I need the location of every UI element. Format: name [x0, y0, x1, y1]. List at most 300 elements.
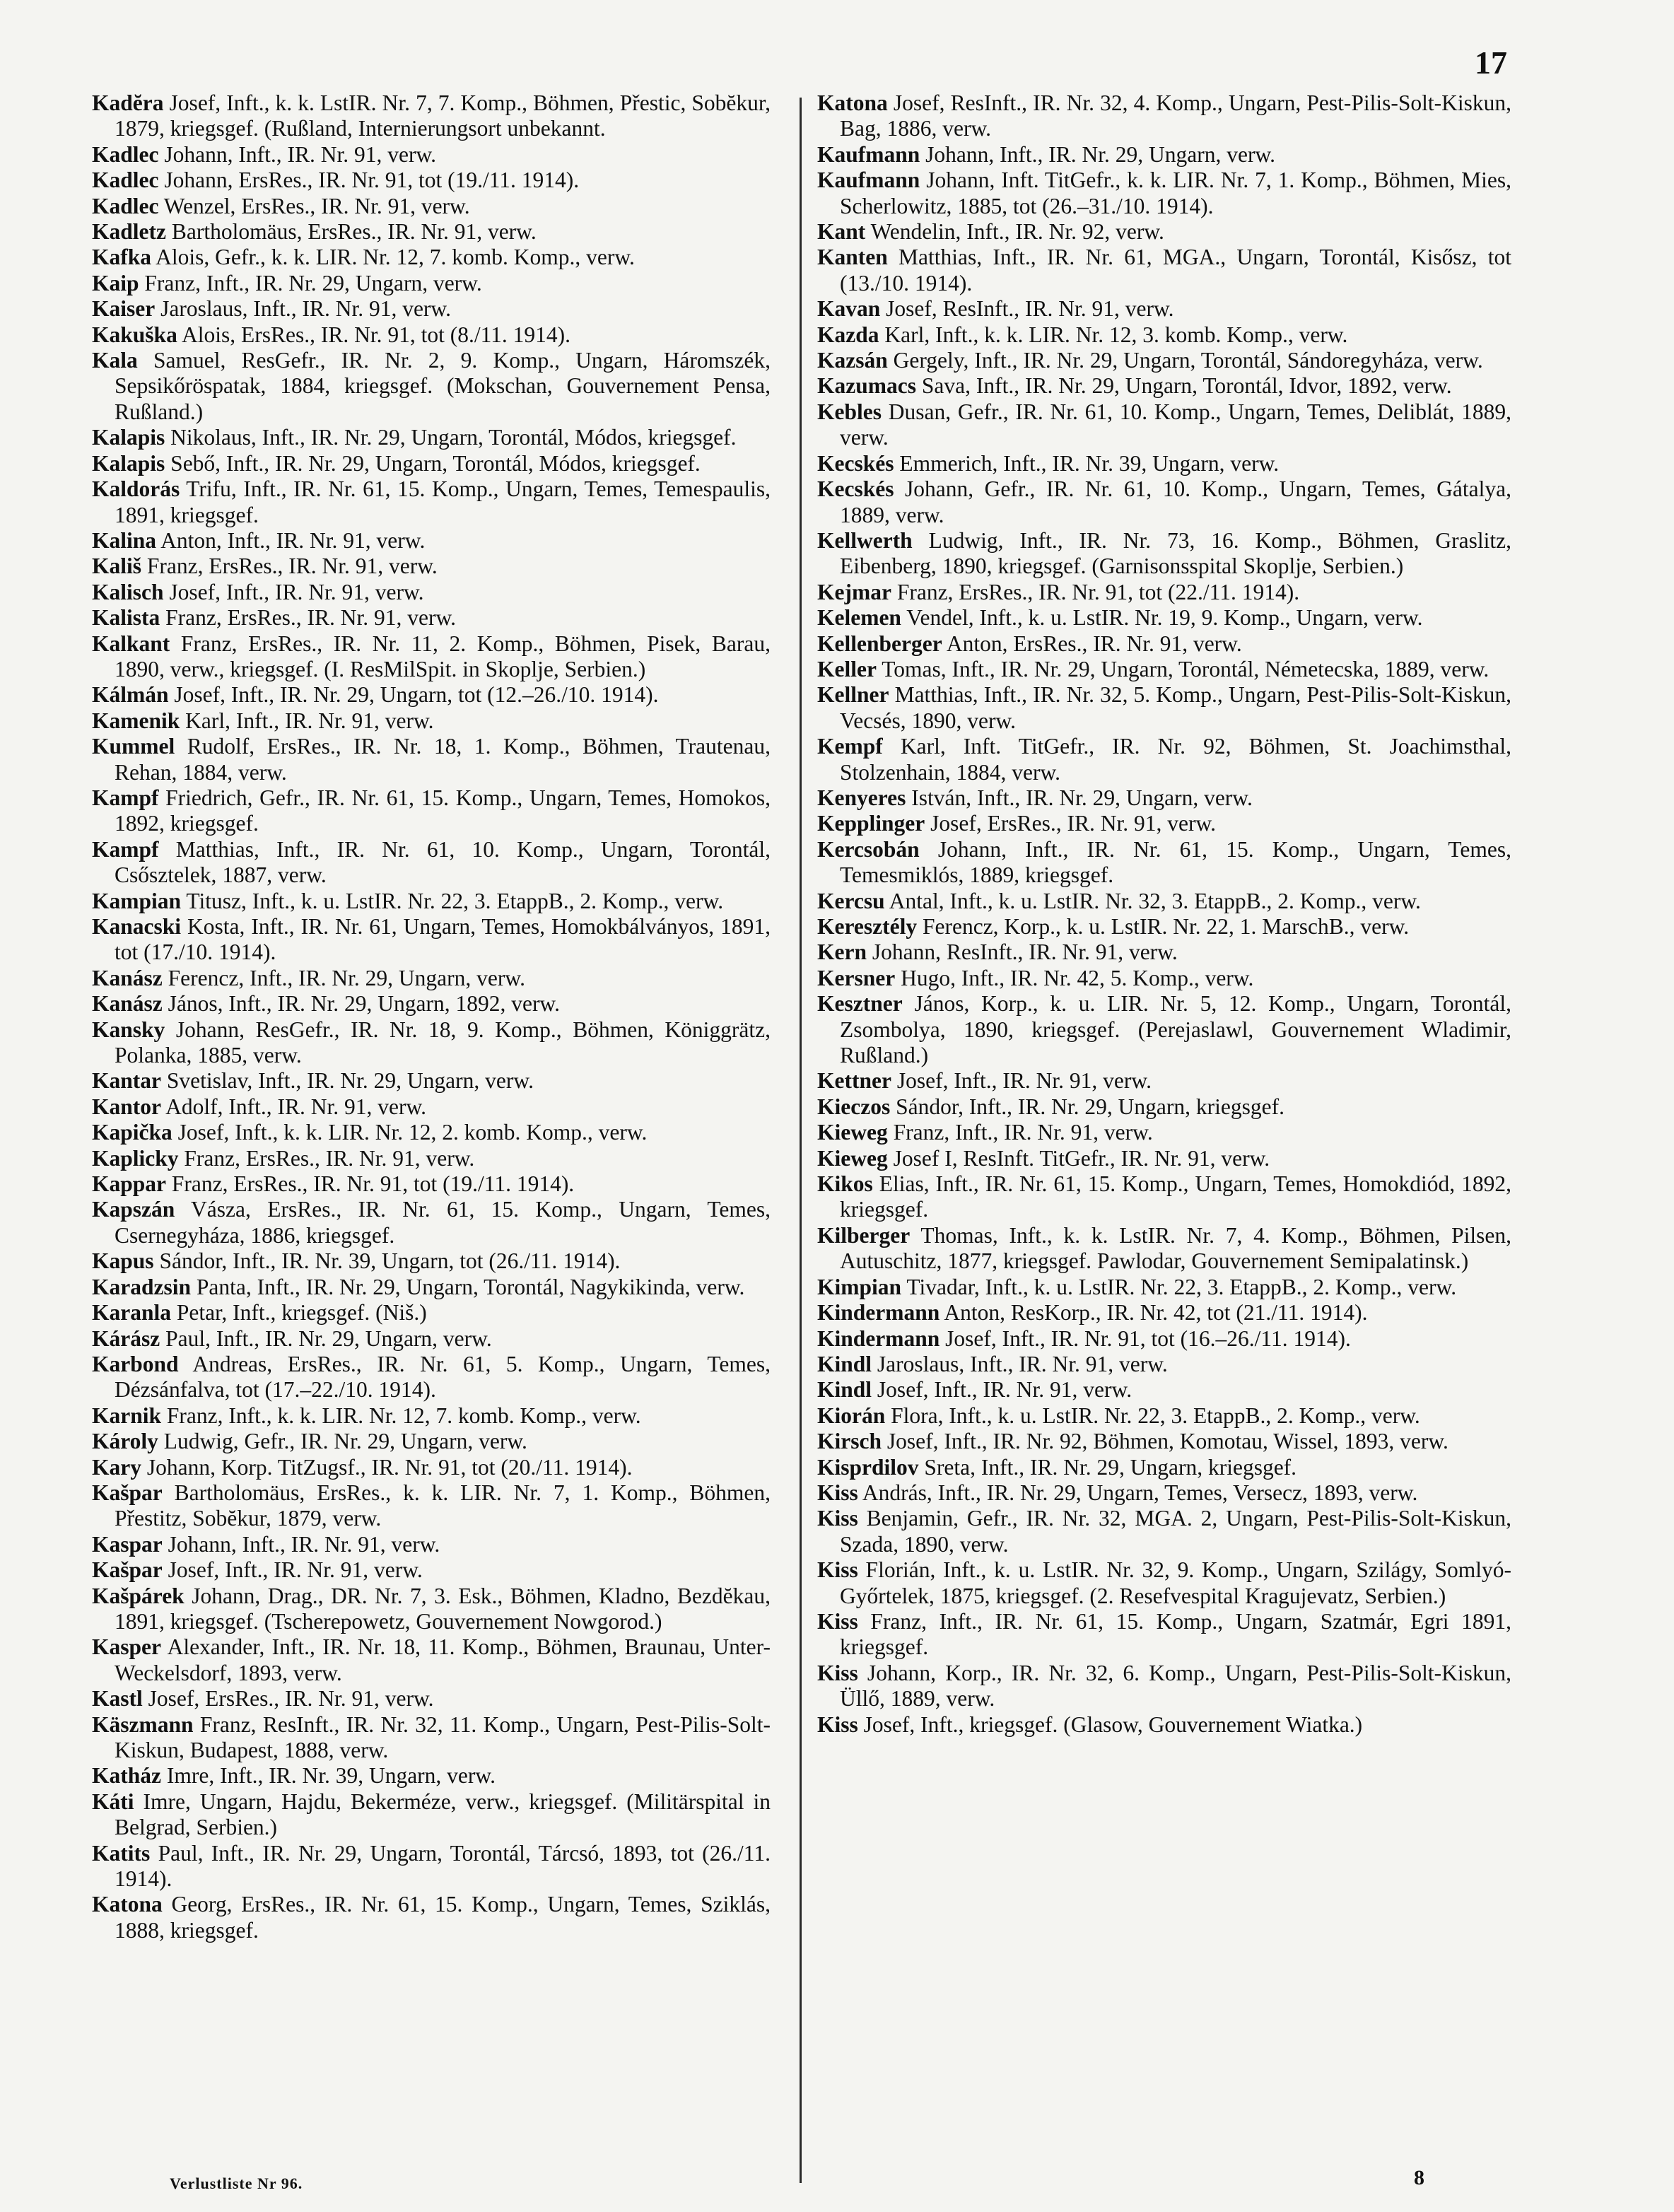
list-item — [92, 245, 771, 270]
entry-surname: Kiss — [817, 1480, 858, 1505]
entry-details: Josef, Inft., kriegsgef. (Glasow, Gouvernement Wiatka.) — [858, 1711, 1363, 1737]
list-item — [92, 1789, 771, 1841]
entry-surname: Kanász — [92, 991, 163, 1017]
list-item — [92, 1352, 771, 1403]
entry-details: Benjamin, Gefr., IR. Nr. 32, MGA. 2, Ungarn, Pest-Pilis-Solt-Kiskun, Szada, 1890, verw. — [840, 1506, 1511, 1557]
entry-surname: Kindermann — [817, 1300, 940, 1326]
list-item — [817, 889, 1511, 914]
entry-surname: Károly — [92, 1429, 158, 1454]
list-item — [92, 425, 771, 450]
entry-details: István, Inft., IR. Nr. 29, Ungarn, verw. — [906, 785, 1253, 810]
entry-surname: Kalkant — [92, 631, 170, 656]
list-item — [92, 194, 771, 219]
entry-surname: Kary — [92, 1454, 141, 1480]
entry-surname: Katház — [92, 1763, 161, 1789]
entry-surname: Kalista — [92, 605, 160, 631]
entry-details: Ludwig, Inft., IR. Nr. 73, 16. Komp., Böhmen, Graslitz, Eibenberg, 1890, kriegsgef. (Garnisonsspital Skoplje, Serbien.) — [840, 527, 1511, 579]
entry-surname: Kapszán — [92, 1197, 175, 1222]
entry-surname: Kadĕra — [92, 90, 164, 115]
entry-surname: Kettner — [817, 1068, 891, 1094]
entry-details: Rudolf, ErsRes., IR. Nr. 18, 1. Komp., Böhmen, Trautenau, Rehan, 1884, verw. — [115, 734, 771, 785]
column-divider — [800, 98, 802, 2183]
entry-surname: Kempf — [817, 734, 883, 759]
entry-surname: Kašpárek — [92, 1583, 185, 1608]
entry-surname: Kalina — [92, 527, 157, 553]
entry-details: Gergely, Inft., IR. Nr. 29, Ungarn, Torontál, Sándoregyháza, verw. — [887, 348, 1483, 373]
entry-details: Bartholomäus, ErsRes., k. k. LIR. Nr. 7, 1. Komp., Böhmen, Přestitz, Sobĕkur, 1879, verw. — [115, 1480, 771, 1531]
list-item — [92, 682, 771, 708]
entry-surname: Karbond — [92, 1351, 179, 1376]
list-item — [817, 322, 1511, 348]
list-item — [817, 1661, 1511, 1712]
entry-details: Johann, Inft., IR. Nr. 29, Ungarn, verw. — [920, 141, 1276, 167]
list-item — [92, 1017, 771, 1069]
entry-details: Emmerich, Inft., IR. Nr. 39, Ungarn, verw. — [894, 450, 1280, 476]
entry-details: Dusan, Gefr., IR. Nr. 61, 10. Komp., Ungarn, Temes, Deliblát, 1889, verw. — [840, 399, 1511, 450]
list-item — [92, 580, 771, 605]
footer-issue-label: Verlustliste Nr 96. — [170, 2175, 303, 2192]
entry-surname: Kiorán — [817, 1403, 886, 1428]
entry-details: Adolf, Inft., IR. Nr. 91, verw. — [161, 1094, 427, 1119]
list-item — [92, 90, 771, 142]
entry-details: Sava, Inft., IR. Nr. 29, Ungarn, Torontál, Idvor, 1892, verw. — [915, 373, 1452, 399]
entry-details: Florián, Inft., k. u. LstIR. Nr. 32, 9. Komp., Ungarn, Szilágy, Somlyó-Győrtelek, 1875, kriegsgef. (2. Resefvespital Kragujevatz, Serbien.) — [840, 1557, 1511, 1608]
entry-surname: Kálmán — [92, 682, 169, 708]
list-item — [817, 1326, 1511, 1352]
entry-details: Josef, ResInft., IR. Nr. 91, verw. — [880, 296, 1174, 322]
list-item — [817, 1300, 1511, 1326]
list-item — [92, 1094, 771, 1120]
entry-details: András, Inft., IR. Nr. 29, Ungarn, Temes, Versecz, 1893, verw. — [858, 1480, 1418, 1505]
entry-details: Josef, Inft., IR. Nr. 91, verw. — [872, 1377, 1132, 1403]
list-item — [817, 1557, 1511, 1609]
entry-details: Franz, ErsRes., IR. Nr. 91, verw. — [178, 1145, 475, 1171]
list-item — [92, 1557, 771, 1583]
entry-surname: Kampf — [92, 785, 159, 810]
entry-surname: Kebles — [817, 399, 882, 424]
entry-details: Matthias, Inft., IR. Nr. 32, 5. Komp., Ungarn, Pest-Pilis-Solt-Kiskun, Vecsés, 1890, verw. — [840, 682, 1511, 733]
entry-details: Paul, Inft., IR. Nr. 29, Ungarn, Torontál, Tárcsó, 1893, tot (26./11. 1914). — [115, 1840, 771, 1892]
list-item — [817, 1506, 1511, 1557]
list-item — [817, 605, 1511, 631]
entry-details: Anton, ErsRes., IR. Nr. 91, verw. — [942, 631, 1242, 656]
list-item — [92, 1068, 771, 1094]
entry-details: Sebő, Inft., IR. Nr. 29, Ungarn, Torontál, Módos, kriegsgef. — [165, 450, 701, 476]
entry-details: Thomas, Inft., k. k. LstIR. Nr. 7, 4. Komp., Böhmen, Pilsen, Autuschitz, 1877, kriegsgef. Pawlodar, Gouvernement Semipalatinsk.) — [840, 1222, 1511, 1274]
list-item — [817, 1223, 1511, 1275]
list-item — [817, 940, 1511, 965]
list-item — [817, 1275, 1511, 1300]
entry-surname: Kilberger — [817, 1222, 911, 1248]
list-item — [92, 168, 771, 193]
list-item — [92, 1300, 771, 1326]
entry-surname: Kiss — [817, 1506, 858, 1531]
list-item — [817, 837, 1511, 889]
list-item — [92, 631, 771, 683]
list-item — [92, 966, 771, 991]
list-item — [817, 966, 1511, 991]
entry-surname: Kellwerth — [817, 527, 913, 553]
list-item — [817, 90, 1511, 142]
entry-surname: Kappar — [92, 1171, 167, 1197]
entry-surname: Kanten — [817, 245, 888, 270]
entry-details: Karl, Inft. TitGefr., IR. Nr. 92, Böhmen, St. Joachimsthal, Stolzenhain, 1884, verw. — [840, 734, 1511, 785]
entry-details: Imre, Ungarn, Hajdu, Bekerméze, verw., kriegsgef. (Militärspital in Belgrad, Serbien.) — [115, 1789, 771, 1840]
entry-details: Johann, Korp. TitZugsf., IR. Nr. 91, tot (20./11. 1914). — [141, 1454, 633, 1480]
list-item — [92, 296, 771, 322]
entry-surname: Kieczos — [817, 1094, 891, 1119]
entry-details: Sándor, Inft., IR. Nr. 39, Ungarn, tot (26./11. 1914). — [153, 1248, 621, 1274]
entry-details: Josef, ErsRes., IR. Nr. 91, verw. — [142, 1686, 434, 1711]
entry-surname: Kindl — [817, 1377, 872, 1403]
entry-surname: Kaip — [92, 270, 139, 295]
entry-surname: Kant — [817, 219, 866, 245]
list-item — [92, 889, 771, 914]
entry-surname: Kadlec — [92, 141, 159, 167]
entry-surname: Kárász — [92, 1326, 160, 1351]
entry-surname: Kecskés — [817, 476, 894, 502]
entry-surname: Kisprdilov — [817, 1454, 919, 1480]
list-item — [817, 1403, 1511, 1429]
entry-details: Johann, Inft. TitGefr., k. k. LIR. Nr. 7, 1. Komp., Böhmen, Mies, Scherlowitz, 1885, tot (26.–31./10. 1914). — [840, 168, 1511, 218]
entry-surname: Kersner — [817, 965, 896, 990]
entry-details: Wenzel, ErsRes., IR. Nr. 91, verw. — [158, 193, 470, 218]
entry-details: Johann, Inft., IR. Nr. 91, verw. — [162, 1531, 440, 1557]
entry-surname: Kiss — [817, 1557, 858, 1583]
list-item — [92, 1532, 771, 1557]
list-item — [817, 1455, 1511, 1480]
entry-details: Matthias, Inft., IR. Nr. 61, MGA., Ungarn, Torontál, Kisősz, tot (13./10. 1914). — [840, 245, 1511, 295]
entry-details: János, Korp., k. u. LIR. Nr. 5, 12. Komp., Ungarn, Torontál, Zsombolya, 1890, kriegsgef. (Perejaslawl, Gouvernement Wladimir, Rußland.) — [840, 991, 1511, 1068]
entry-surname: Kellner — [817, 682, 889, 708]
list-item — [92, 1892, 771, 1943]
list-item — [817, 1609, 1511, 1661]
list-item — [92, 1584, 771, 1635]
list-item — [92, 528, 771, 554]
list-item — [817, 785, 1511, 811]
entry-surname: Kampian — [92, 888, 182, 913]
entry-surname: Kakuška — [92, 322, 177, 347]
entry-details: Elias, Inft., IR. Nr. 61, 15. Komp., Ungarn, Temes, Homokdiód, 1892, kriegsgef. — [840, 1171, 1511, 1222]
list-item — [817, 1429, 1511, 1454]
entry-details: Josef, Inft., k. k. LIR. Nr. 12, 2. komb. Komp., verw. — [172, 1120, 648, 1145]
list-item — [817, 1094, 1511, 1120]
list-item — [817, 399, 1511, 451]
entry-surname: Kieweg — [817, 1120, 888, 1145]
entry-surname: Kadlec — [92, 168, 159, 193]
entry-surname: Keresztély — [817, 914, 918, 939]
entry-surname: Kummel — [92, 734, 175, 759]
entry-surname: Kastl — [92, 1686, 143, 1711]
entry-details: Antal, Inft., k. u. LstIR. Nr. 32, 3. EtappB., 2. Komp., verw. — [884, 888, 1421, 913]
list-item — [92, 1763, 771, 1789]
entry-details: Karl, Inft., k. k. LIR. Nr. 12, 3. komb. Komp., verw. — [879, 322, 1348, 347]
entry-details: Josef, Inft., IR. Nr. 91, tot (16.–26./11. 1914). — [940, 1326, 1351, 1351]
entry-details: Johann, Drag., DR. Nr. 7, 3. Esk., Böhmen, Kladno, Bezdĕkau, 1891, kriegsgef. (Tscherepowetz, Gouvernement Nowgorod.) — [115, 1583, 771, 1634]
entry-surname: Kašpar — [92, 1480, 163, 1505]
list-item — [92, 1455, 771, 1480]
entry-details: Bartholomäus, ErsRes., IR. Nr. 91, verw. — [165, 219, 537, 245]
entry-surname: Kanacski — [92, 914, 182, 939]
entry-surname: Kazsán — [817, 348, 888, 373]
entry-surname: Kala — [92, 348, 138, 373]
entry-surname: Kantor — [92, 1094, 161, 1119]
list-item — [92, 991, 771, 1017]
entry-surname: Kelemen — [817, 605, 901, 631]
entry-details: Anton, Inft., IR. Nr. 91, verw. — [156, 527, 426, 553]
list-item — [817, 1352, 1511, 1377]
entry-surname: Kirsch — [817, 1429, 882, 1454]
entry-details: Johann, ResInft., IR. Nr. 91, verw. — [866, 940, 1178, 965]
list-item — [817, 348, 1511, 373]
list-item — [817, 476, 1511, 528]
entry-surname: Kikos — [817, 1171, 873, 1197]
entry-surname: Kazda — [817, 322, 879, 347]
entry-details: Johann, ErsRes., IR. Nr. 91, tot (19./11. 1914). — [158, 168, 580, 193]
list-item — [92, 1146, 771, 1171]
entry-surname: Kasper — [92, 1634, 161, 1660]
entry-surname: Kiss — [817, 1711, 858, 1737]
entry-surname: Kiss — [817, 1608, 858, 1634]
entry-surname: Kampf — [92, 836, 159, 862]
entry-surname: Kalapis — [92, 450, 165, 476]
entry-details: Franz, ErsRes., IR. Nr. 91, tot (19./11. 1914). — [166, 1171, 575, 1197]
entry-details: Josef, ErsRes., IR. Nr. 91, verw. — [925, 811, 1217, 836]
entry-surname: Kecskés — [817, 450, 894, 476]
entry-surname: Kenyeres — [817, 785, 906, 810]
list-item — [817, 682, 1511, 734]
entry-details: Panta, Inft., IR. Nr. 29, Ungarn, Torontál, Nagykikinda, verw. — [191, 1274, 745, 1299]
entry-surname: Kindermann — [817, 1326, 940, 1351]
entry-surname: Kalapis — [92, 425, 165, 450]
list-item — [817, 914, 1511, 940]
entry-details: Anton, ResKorp., IR. Nr. 42, tot (21./11. 1914). — [940, 1300, 1368, 1326]
list-item — [92, 1480, 771, 1532]
entry-details: János, Inft., IR. Nr. 29, Ungarn, 1892, verw. — [162, 991, 561, 1017]
list-item — [92, 1841, 771, 1892]
entry-surname: Kansky — [92, 1017, 165, 1042]
list-item — [817, 631, 1511, 657]
entry-surname: Karnik — [92, 1403, 162, 1428]
footer-signature-mark: 8 — [1414, 2166, 1424, 2189]
entry-details: Franz, ErsRes., IR. Nr. 91, verw. — [141, 554, 438, 579]
entry-surname: Kepplinger — [817, 811, 925, 836]
entry-details: Karl, Inft., IR. Nr. 91, verw. — [180, 708, 434, 733]
entry-surname: Kesztner — [817, 991, 903, 1017]
entry-details: Alois, ErsRes., IR. Nr. 91, tot (8./11. 1914). — [177, 322, 571, 347]
entry-details: Josef, Inft., IR. Nr. 92, Böhmen, Komotau, Wissel, 1893, verw. — [882, 1429, 1448, 1454]
entry-surname: Kalisch — [92, 579, 164, 604]
list-item — [92, 605, 771, 631]
entry-details: Tivadar, Inft., k. u. LstIR. Nr. 22, 3. EtappB., 2. Komp., verw. — [901, 1274, 1457, 1299]
list-item — [817, 580, 1511, 605]
list-item — [92, 271, 771, 296]
list-item — [817, 245, 1511, 296]
list-item — [817, 1171, 1511, 1223]
entry-details: Titusz, Inft., k. u. LstIR. Nr. 22, 3. EtappB., 2. Komp., verw. — [181, 888, 724, 913]
entry-surname: Käszmann — [92, 1711, 194, 1737]
entry-details: Wendelin, Inft., IR. Nr. 92, verw. — [865, 219, 1164, 245]
entry-details: Trifu, Inft., IR. Nr. 61, 15. Komp., Ungarn, Temes, Temespaulis, 1891, kriegsgef. — [115, 476, 771, 527]
entry-details: Franz, ErsRes., IR. Nr. 91, verw. — [160, 605, 457, 631]
entry-surname: Karadzsin — [92, 1274, 192, 1299]
entry-details: Josef, Inft., IR. Nr. 29, Ungarn, tot (12.–26./10. 1914). — [168, 682, 659, 708]
entry-details: Johann, Inft., IR. Nr. 61, 15. Komp., Ungarn, Temes, Temesmiklós, 1889, kriegsgef. — [840, 836, 1511, 888]
list-item — [817, 1146, 1511, 1171]
entry-surname: Kercsobán — [817, 836, 920, 862]
list-item — [817, 1377, 1511, 1403]
entry-details: Matthias, Inft., IR. Nr. 61, 10. Komp., Ungarn, Torontál, Csősztelek, 1887, verw. — [115, 836, 771, 888]
entry-surname: Kaplicky — [92, 1145, 179, 1171]
entry-surname: Katona — [92, 1892, 163, 1917]
entry-surname: Kaldorás — [92, 476, 180, 502]
list-item — [817, 1480, 1511, 1506]
entry-surname: Kafka — [92, 245, 152, 270]
list-item — [92, 1197, 771, 1248]
entry-surname: Kanász — [92, 965, 163, 990]
entry-surname: Katits — [92, 1840, 151, 1866]
list-item — [92, 734, 771, 785]
list-item — [92, 1429, 771, 1454]
list-item — [92, 1712, 771, 1764]
list-item — [817, 991, 1511, 1068]
entry-surname: Kern — [817, 940, 867, 965]
entry-details: Sándor, Inft., IR. Nr. 29, Ungarn, kriegsgef. — [890, 1094, 1284, 1119]
entry-details: Ferencz, Inft., IR. Nr. 29, Ungarn, verw. — [162, 965, 525, 990]
list-item — [92, 1275, 771, 1300]
entry-details: Svetislav, Inft., IR. Nr. 29, Ungarn, verw. — [161, 1068, 534, 1094]
entry-surname: Kellenberger — [817, 631, 942, 656]
list-item — [817, 451, 1511, 476]
entry-details: Tomas, Inft., IR. Nr. 29, Ungarn, Torontál, Németecska, 1889, verw. — [876, 656, 1489, 681]
entry-details: Johann, Inft., IR. Nr. 91, verw. — [158, 141, 437, 167]
entry-details: Josef, Inft., IR. Nr. 91, verw. — [162, 1557, 423, 1583]
entry-details: Flora, Inft., k. u. LstIR. Nr. 22, 3. EtappB., 2. Komp., verw. — [885, 1403, 1420, 1428]
list-item — [817, 657, 1511, 682]
entry-details: Sreta, Inft., IR. Nr. 29, Ungarn, kriegsgef. — [918, 1454, 1297, 1480]
entry-details: Josef, Inft., IR. Nr. 91, verw. — [891, 1068, 1152, 1094]
entry-details: Johann, Korp., IR. Nr. 32, 6. Komp., Ungarn, Pest-Pilis-Solt-Kiskun, Üllő, 1889, verw. — [840, 1660, 1511, 1711]
entry-details: Alexander, Inft., IR. Nr. 18, 11. Komp., Böhmen, Braunau, Unter-Weckelsdorf, 1893, verw. — [115, 1634, 771, 1685]
list-item — [92, 142, 771, 168]
list-item — [92, 914, 771, 966]
entry-surname: Kaiser — [92, 296, 156, 322]
list-item — [92, 1171, 771, 1197]
entry-surname: Kimpian — [817, 1274, 902, 1299]
entry-details: Franz, Inft., k. k. LIR. Nr. 12, 7. komb. Komp., verw. — [161, 1403, 641, 1428]
list-item — [92, 1634, 771, 1686]
entry-details: Petar, Inft., kriegsgef. (Niš.) — [171, 1300, 427, 1326]
entry-details: Ludwig, Gefr., IR. Nr. 29, Ungarn, verw. — [158, 1429, 527, 1454]
entry-details: Paul, Inft., IR. Nr. 29, Ungarn, verw. — [160, 1326, 492, 1351]
entry-details: Franz, ErsRes., IR. Nr. 11, 2. Komp., Böhmen, Pisek, Barau, 1890, verw., kriegsgef. (I. ResMilSpit. in Skoplje, Serbien.) — [115, 631, 771, 681]
entry-details: Vendel, Inft., k. u. LstIR. Nr. 19, 9. Komp., Ungarn, verw. — [901, 605, 1423, 631]
list-item — [92, 1248, 771, 1274]
list-item — [817, 142, 1511, 168]
page-number: 17 — [1475, 45, 1507, 81]
list-item — [92, 1403, 771, 1429]
entry-surname: Kašpar — [92, 1557, 163, 1583]
entry-details: Franz, Inft., IR. Nr. 91, verw. — [887, 1120, 1153, 1145]
entry-details: Kosta, Inft., IR. Nr. 61, Ungarn, Temes, Homokbálványos, 1891, tot (17./10. 1914). — [115, 914, 771, 965]
list-item — [92, 476, 771, 528]
entry-details: Ferencz, Korp., k. u. LstIR. Nr. 22, 1. MarschB., verw. — [917, 914, 1410, 939]
entry-surname: Káti — [92, 1789, 134, 1814]
entry-surname: Kieweg — [817, 1145, 888, 1171]
entry-surname: Kamenik — [92, 708, 180, 733]
left-column — [92, 90, 771, 1943]
entry-details: Imre, Inft., IR. Nr. 39, Ungarn, verw. — [161, 1763, 496, 1789]
entry-surname: Kercsu — [817, 888, 885, 913]
list-item — [92, 219, 771, 245]
list-item — [817, 219, 1511, 245]
list-item — [92, 708, 771, 734]
entry-details: Franz, ErsRes., IR. Nr. 91, tot (22./11. 1914). — [891, 579, 1300, 604]
entry-details: Jaroslaus, Inft., IR. Nr. 91, verw. — [155, 296, 451, 322]
list-item — [817, 1120, 1511, 1145]
list-item — [92, 1326, 771, 1352]
entry-surname: Katona — [817, 90, 888, 115]
entry-surname: Karanla — [92, 1300, 172, 1326]
entry-details: Josef, Inft., IR. Nr. 91, verw. — [163, 579, 424, 604]
entry-surname: Kapička — [92, 1120, 172, 1145]
entry-details: Georg, ErsRes., IR. Nr. 61, 15. Komp., Ungarn, Temes, Sziklás, 1888, kriegsgef. — [115, 1892, 771, 1943]
entry-surname: Kapus — [92, 1248, 154, 1274]
entry-surname: Keller — [817, 656, 877, 681]
entry-surname: Kaspar — [92, 1531, 163, 1557]
entry-details: Johann, Gefr., IR. Nr. 61, 10. Komp., Ungarn, Temes, Gátalya, 1889, verw. — [840, 476, 1511, 527]
entry-surname: Kadletz — [92, 219, 166, 245]
entry-details: Josef I, ResInft. TitGefr., IR. Nr. 91, verw. — [887, 1145, 1270, 1171]
entry-details: Josef, Inft., k. k. LstIR. Nr. 7, 7. Komp., Böhmen, Přestic, Sobĕkur, 1879, kriegsgef. (Rußland, Internierungsort unbekannt. — [115, 90, 771, 141]
entry-surname: Kejmar — [817, 579, 891, 604]
list-item — [92, 322, 771, 348]
entry-details: Franz, Inft., IR. Nr. 61, 15. Komp., Ungarn, Szatmár, Egri 1891, kriegsgef. — [840, 1608, 1511, 1660]
entry-details: Nikolaus, Inft., IR. Nr. 29, Ungarn, Torontál, Módos, kriegsgef. — [165, 425, 737, 450]
entry-details: Jaroslaus, Inft., IR. Nr. 91, verw. — [872, 1351, 1168, 1376]
entry-surname: Kavan — [817, 296, 881, 322]
entry-surname: Kantar — [92, 1068, 161, 1094]
list-item — [817, 296, 1511, 322]
entry-surname: Kaufmann — [817, 168, 920, 193]
list-item — [92, 348, 771, 425]
list-item — [817, 373, 1511, 399]
list-item — [92, 837, 771, 889]
list-item — [817, 1068, 1511, 1094]
list-item — [92, 1120, 771, 1145]
entry-details: Samuel, ResGefr., IR. Nr. 2, 9. Komp., Ungarn, Háromszék, Sepsikőröspatak, 1884, kriegsgef. (Mokschan, Gouvernement Pensa, Rußland.) — [115, 348, 771, 424]
entry-surname: Kaufmann — [817, 141, 920, 167]
list-item — [92, 1686, 771, 1711]
entry-details: Franz, ResInft., IR. Nr. 32, 11. Komp., Ungarn, Pest-Pilis-Solt-Kiskun, Budapest, 1888, verw. — [115, 1711, 771, 1762]
list-item — [92, 554, 771, 579]
list-item — [817, 168, 1511, 219]
entry-details: Andreas, ErsRes., IR. Nr. 61, 5. Komp., Ungarn, Temes, Dézsánfalva, tot (17.–22./10. 1914). — [115, 1351, 771, 1403]
entry-surname: Kazumacs — [817, 373, 916, 399]
entry-details: Alois, Gefr., k. k. LIR. Nr. 12, 7. komb. Komp., verw. — [151, 245, 635, 270]
list-item — [92, 451, 771, 476]
right-column — [817, 90, 1511, 1738]
entry-surname: Kališ — [92, 554, 142, 579]
entry-details: Friedrich, Gefr., IR. Nr. 61, 15. Komp., Ungarn, Temes, Homokos, 1892, kriegsgef. — [115, 785, 771, 836]
list-item — [817, 734, 1511, 785]
list-item — [817, 811, 1511, 836]
list-item — [817, 528, 1511, 580]
list-item — [817, 1712, 1511, 1738]
entry-details: Franz, Inft., IR. Nr. 29, Ungarn, verw. — [139, 270, 482, 295]
entry-details: Josef, ResInft., IR. Nr. 32, 4. Komp., Ungarn, Pest-Pilis-Solt-Kiskun, Bag, 1886, verw. — [840, 90, 1511, 141]
entry-details: Johann, ResGefr., IR. Nr. 18, 9. Komp., Böhmen, Königgrätz, Polanka, 1885, verw. — [115, 1017, 771, 1068]
